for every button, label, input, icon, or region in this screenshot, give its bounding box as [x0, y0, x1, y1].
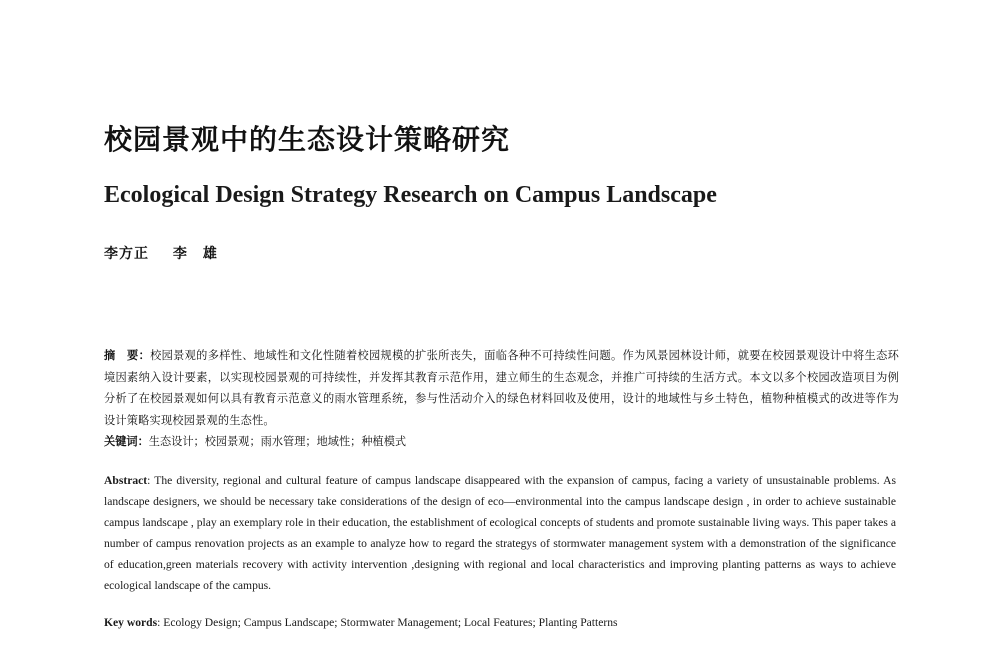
- author-name: 李方正: [104, 246, 149, 262]
- abstract-chinese: [104, 345, 899, 431]
- title-chinese: 校园景观中的生态设计策略研究: [104, 123, 511, 156]
- abstract-chinese-text: 校园景观的多样性、地域性和文化性随着校园规模的扩张所丧失，面临各种不可持续性问题。作为风景园林设计师，就要在校园景观设计中将生态环境因素纳入设计要素，以实现校园景观的可持续性，并发挥其教育示范作用，建立师生的生态观念，并推广可持续的生活方式。本文以多个校园改造项目为例分析了在校园景观如何以具有教育示范意义的雨水管理系统，参与性活动介入的绿色材料回收及使用，设计的地域性与乡土特色，植物种植模式的改进等作为设计策略实现校园景观的生态性。: [104, 349, 899, 427]
- keywords-chinese-text: 生态设计；校园景观；雨水管理；地域性；种植模式: [148, 435, 407, 448]
- keywords-chinese: [104, 431, 899, 452]
- author-list: [104, 243, 218, 263]
- abstract-english-label: Abstract: [104, 474, 148, 487]
- keywords-english: [104, 613, 896, 633]
- abstract-english: [104, 470, 896, 596]
- title-english: Ecological Design Strategy Research on Campus Landscape: [104, 182, 717, 208]
- author-name: 李 雄: [172, 246, 218, 262]
- keywords-english-label: Key words: [104, 616, 158, 629]
- keywords-english-text: : Ecology Design; Campus Landscape; Stormwater Management; Local Features; Planting Patterns: [157, 616, 618, 629]
- abstract-english-text: : The diversity, regional and cultural feature of campus landscape disappeared with the expansion of campus, facing a variety of unsustainable problems. As landscape designers, we should be necessary take considerations of the design of eco—environmental into the campus landscape design , in order to achieve sustainable campus landscape , play an exemplary role in their education, the establishment of ecological concepts of students and promote sustainable living ways. This paper takes a number of campus renovation projects as an example to analyze how to regard the strategys of stormwater management system with a demonstration of the significance of education,green materials recovery with activity intervention ,designing with regional and local characteristics and improving planting patterns as ways to achieve ecological landscape of the campus.: [104, 474, 896, 592]
- keywords-chinese-label: 关键词：: [104, 434, 149, 448]
- abstract-chinese-label: 摘 要：: [104, 348, 151, 362]
